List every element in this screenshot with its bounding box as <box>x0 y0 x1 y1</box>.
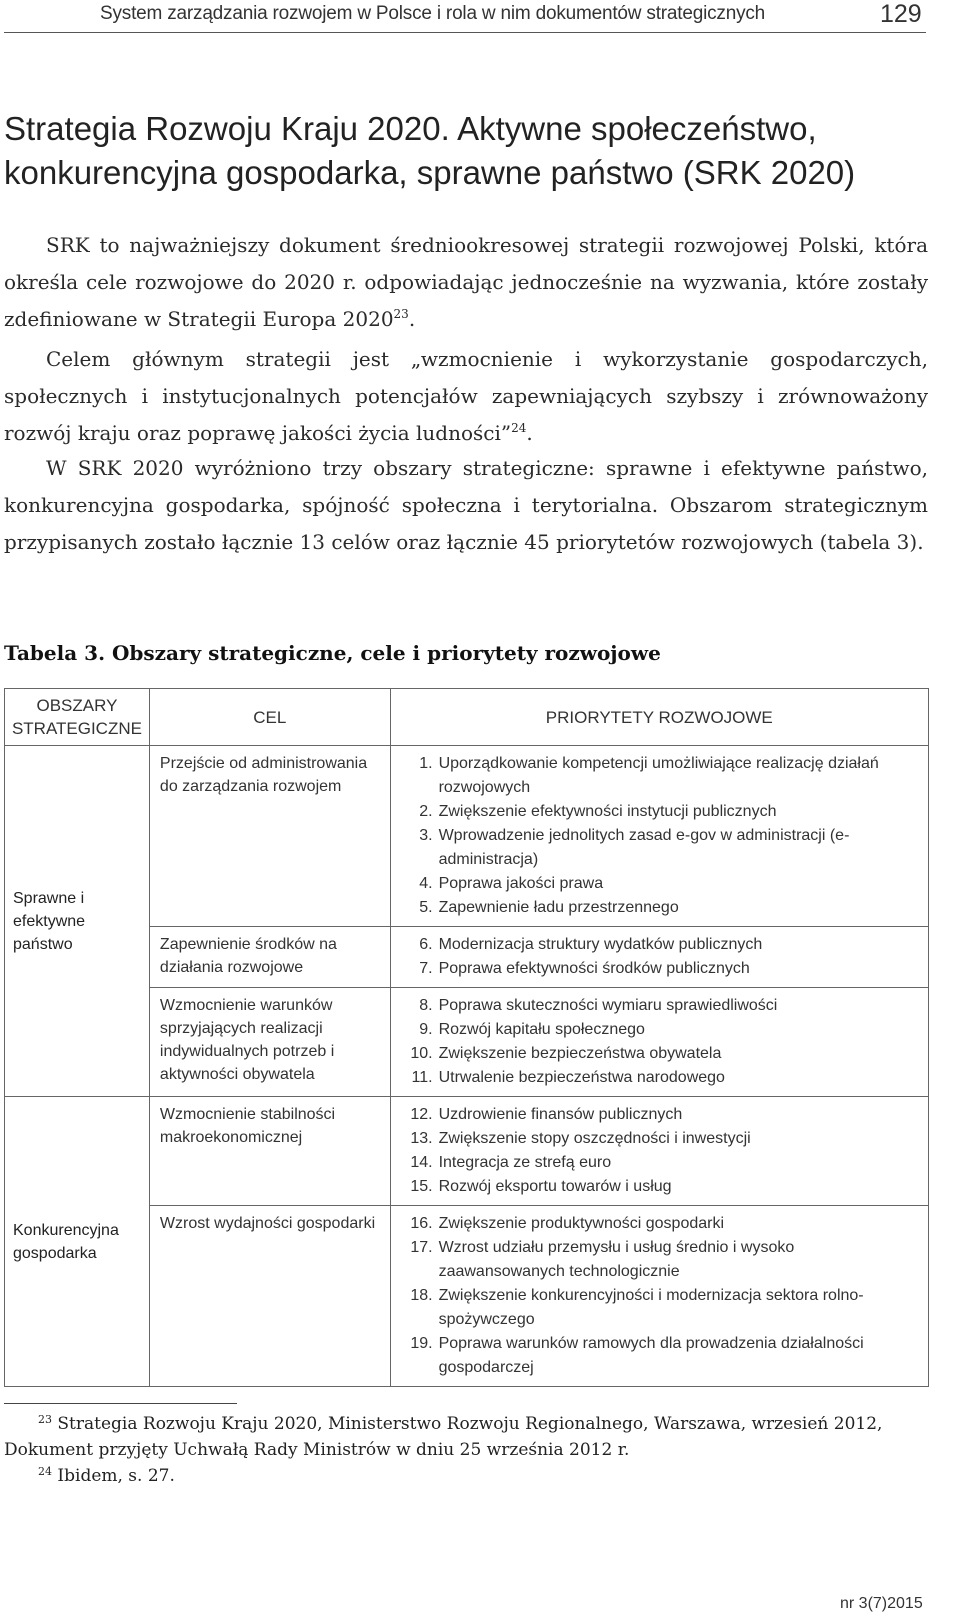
list-item: 5. Zapewnienie ładu przestrzennego <box>419 899 679 916</box>
list-item: 6. Modernizacja struktury wydatków publicznych <box>419 936 763 953</box>
strategy-table <box>4 688 929 1387</box>
priority-list <box>401 752 918 920</box>
list-item: 4. Poprawa jakości prawa <box>419 875 604 892</box>
issue-label: nr 3(7)2015 <box>840 1595 923 1612</box>
table-row <box>5 1097 929 1206</box>
priority-list <box>401 1212 918 1380</box>
list-item: 13. Zwiększenie stopy oszczędności i inwestycji <box>410 1130 751 1147</box>
list-item: 19. Poprawa warunków ramowych dla prowadzenia działalności gospodarczej <box>410 1335 864 1376</box>
list-item: 9. Rozwój kapitału społecznego <box>419 1021 645 1038</box>
column-header-priorities: PRIORYTETY ROZWOJOWE <box>390 689 928 746</box>
list-item: 1. Uporządkowanie kompetencji umożliwiające realizację działań rozwojowych <box>419 755 879 796</box>
table-header-row <box>5 689 929 746</box>
goal-cell: Wzmocnienie warunków sprzyjających realizacji indywidualnych potrzeb i aktywności obywatela <box>149 988 390 1097</box>
priority-list <box>401 994 918 1090</box>
goal-cell: Przejście od administrowania do zarządzania rozwojem <box>149 746 390 927</box>
priorities-cell <box>390 927 928 988</box>
goal-cell: Wzmocnienie stabilności makroekonomicznej <box>149 1097 390 1206</box>
paragraph-3: W SRK 2020 wyróżniono trzy obszary strategiczne: sprawne i efektywne państwo, konkurencyjna gospodarka, spójność społeczna i terytorialna. Obszarom strategicznym przypisanych zostało łącznie 13 celów oraz łącznie 45 priorytetów rozwojowych (tabela 3). <box>4 456 928 554</box>
area-cell: Sprawne i efektywne państwo <box>5 746 150 1097</box>
list-item: 3. Wprowadzenie jednolitych zasad e-gov w administracji (e-administracja) <box>419 827 850 868</box>
list-item: 17. Wzrost udziału przemysłu i usług średnio i wysoko zaawansowanych technologicznie <box>410 1239 795 1280</box>
page-number: 129 <box>880 0 922 28</box>
list-item: 10. Zwiększenie bezpieczeństwa obywatela <box>410 1045 722 1062</box>
paragraph-1: SRK to najważniejszy dokument średniookresowej strategii rozwojowej Polski, która określa cele rozwojowe do 2020 r. odpowiadając jednocześnie na wyzwania, które zostały zdefiniowane w Strategii Europa 2020$^{23}$. <box>4 233 928 331</box>
priorities-cell <box>390 1206 928 1387</box>
header-rule <box>4 32 926 33</box>
area-cell: Konkurencyjna gospodarka <box>5 1097 150 1387</box>
table-caption: Tabela 3. Obszary strategiczne, cele i priorytety rozwojowe <box>4 641 661 665</box>
list-item: 7. Poprawa efektywności środków publicznych <box>419 960 750 977</box>
priorities-cell <box>390 1097 928 1206</box>
priorities-cell <box>390 746 928 927</box>
footnote-24: $^{24}$ Ibidem, s. 27. <box>38 1465 175 1486</box>
footnote-ref-24[interactable]: 24 <box>511 421 527 435</box>
list-item: 8. Poprawa skuteczności wymiaru sprawiedliwości <box>419 997 778 1014</box>
footnote-rule <box>4 1403 237 1404</box>
section-title: Strategia Rozwoju Kraju 2020. Aktywne społeczeństwo, konkurencyjna gospodarka, sprawne państwo (SRK 2020) <box>4 110 856 191</box>
column-header-areas: OBSZARY STRATEGICZNE <box>5 689 150 746</box>
list-item: 11. Utrwalenie bezpieczeństwa narodowego <box>411 1069 725 1086</box>
footnotes <box>4 1411 928 1489</box>
priorities-cell <box>390 988 928 1097</box>
footnote-ref-23[interactable]: 23 <box>393 307 409 321</box>
priority-list <box>401 1103 918 1199</box>
running-head: System zarządzania rozwojem w Polsce i rola w nim dokumentów strategicznych <box>100 3 766 24</box>
list-item: 14. Integracja ze strefą euro <box>410 1154 612 1171</box>
list-item: 15. Rozwój eksportu towarów i usług <box>410 1178 672 1195</box>
footnote-23: $^{23}$ Strategia Rozwoju Kraju 2020, Ministerstwo Rozwoju Regionalnego, Warszawa, wrzesień 2012, Dokument przyjęty Uchwałą Rady Ministrów w dniu 25 września 2012 r. <box>4 1413 883 1460</box>
goal-cell: Wzrost wydajności gospodarki <box>149 1206 390 1387</box>
goal-cell: Zapewnienie środków na działania rozwojowe <box>149 927 390 988</box>
table-row <box>5 746 929 927</box>
list-item: 16. Zwiększenie produktywności gospodarki <box>410 1215 725 1232</box>
list-item: 18. Zwiększenie konkurencyjności i modernizacja sektora rolno-spożywczego <box>410 1287 864 1328</box>
paragraph-2: Celem głównym strategii jest „wzmocnienie i wykorzystanie gospodarczych, społecznych i instytucjonalnych potencjałów zapewniających szybszy i zrównoważony rozwój kraju oraz poprawę jakości życia ludności”$^{24}$. <box>4 347 928 445</box>
column-header-goal: CEL <box>149 689 390 746</box>
priority-list <box>401 933 918 981</box>
list-item: 12. Uzdrowienie finansów publicznych <box>410 1106 683 1123</box>
list-item: 2. Zwiększenie efektywności instytucji publicznych <box>419 803 777 820</box>
